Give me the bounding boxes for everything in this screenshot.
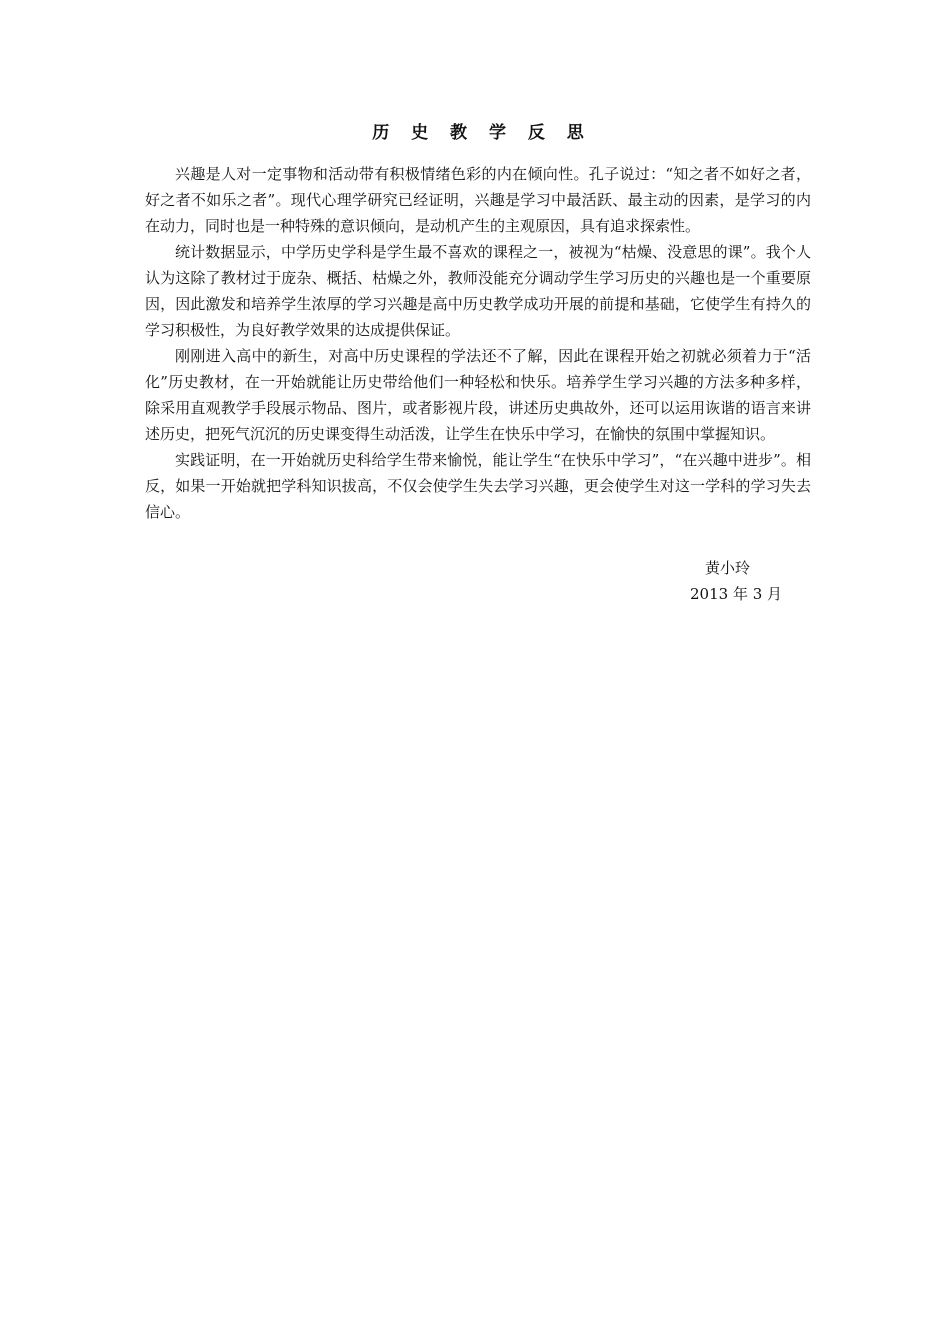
document-title: 历 史 教 学 反 思 xyxy=(372,123,592,143)
paragraph-2: 统计数据显示，中学历史学科是学生最不喜欢的课程之一，被视为“枯燥、没意思的课”。我个人认为这除了教材过于庞杂、概括、枯燥之外，教师没能充分调动学生学习历史的兴趣也是一个重要原因，因此激发和培养学生浓厚的学习兴趣是高中历史教学成功开展的前提和基础，它使学生有持久的学习积极性，为良好教学效果的达成提供保证。 xyxy=(145,243,811,339)
paragraph-1: 兴趣是人对一定事物和活动带有积极情绪色彩的内在倾向性。孔子说过：“知之者不如好之者，好之者不如乐之者”。现代心理学研究已经证明，兴趣是学习中最活跃、最主动的因素，是学习的内在动力，同时也是一种特殊的意识倾向，是动机产生的主观原因，具有追求探索性。 xyxy=(145,165,811,235)
paragraph-3: 刚刚进入高中的新生，对高中历史课程的学法还不了解，因此在课程开始之初就必须着力于“活化”历史教材，在一开始就能让历史带给他们一种轻松和快乐。培养学生学习兴趣的方法多种多样，除采用直观教学手段展示物品、图片，或者影视片段，讲述历史典故外，还可以运用诙谐的语言来讲述历史，把死气沉沉的历史课变得生动活泼，让学生在快乐中学习，在愉快的氛围中掌握知识。 xyxy=(145,347,811,443)
document-page xyxy=(145,118,811,607)
author-name: 黄小玲 xyxy=(705,559,751,577)
signature-block xyxy=(145,555,811,607)
signature-date: 2013 年 3 月 xyxy=(690,585,783,603)
paragraph-4: 实践证明，在一开始就历史科给学生带来愉悦，能让学生“在快乐中学习”，“在兴趣中进步”。相反，如果一开始就把学科知识拔高，不仅会使学生失去学习兴趣，更会使学生对这一学科的学习失去信心。 xyxy=(145,451,811,521)
